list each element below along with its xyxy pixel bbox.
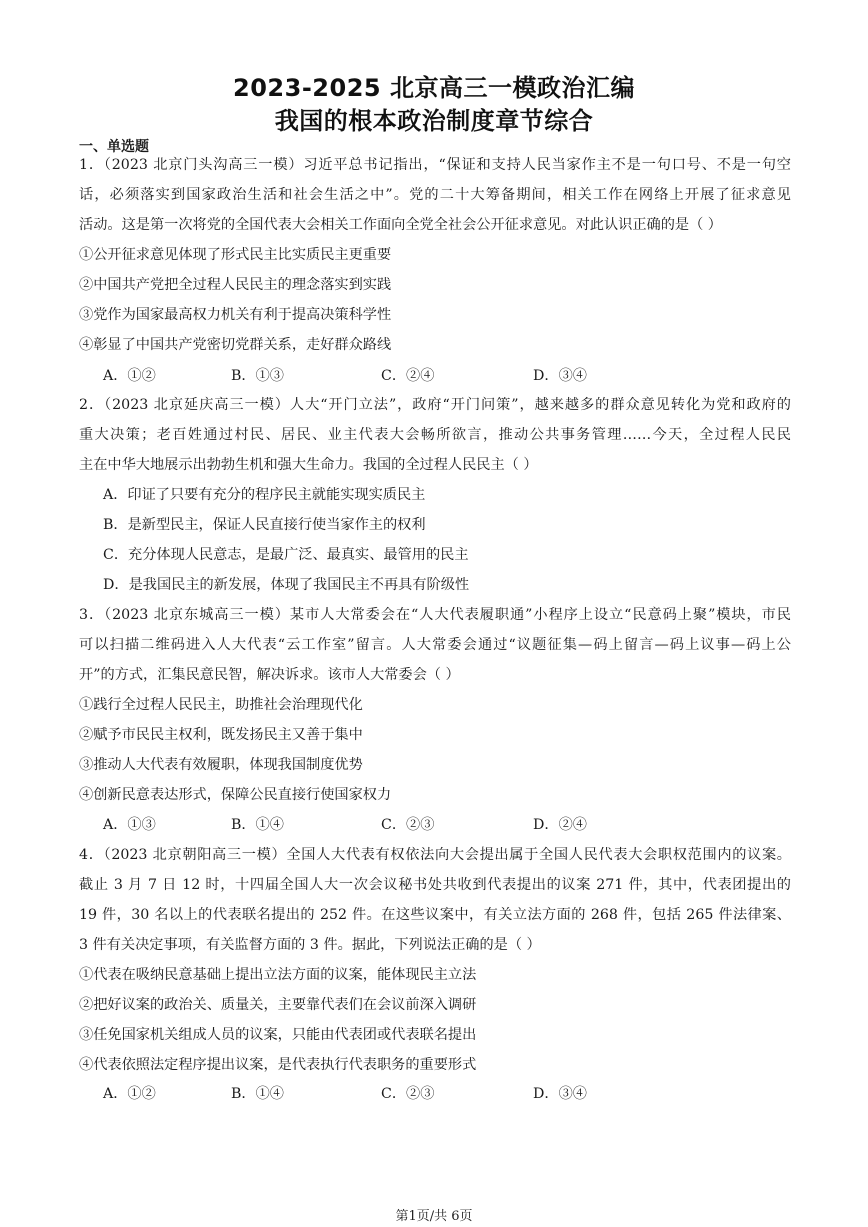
question-2-option-b: B．是新型民主，保证人民直接行使当家作主的权利 xyxy=(103,517,426,533)
question-1-text: 活动。这是第一次将党的全国代表大会相关工作面向全党全社会公开征求意见。对此认识正确的是（ ） xyxy=(79,217,722,233)
question-3-text: 开”的方式，汇集民意民智，解决诉求。该市人大常委会（ ） xyxy=(79,667,460,683)
question-4-text: 19 件，30 名以上的代表联名提出的 252 件。在这些议案中，有关立法方面的 268 件，包括 265 件法律案、 xyxy=(79,907,791,923)
question-4-option-c: C．②③ xyxy=(381,1086,435,1102)
question-3-item: ②赋予市民民主权利，既发扬民主又善于集中 xyxy=(79,727,363,743)
question-3-option-b: B．①④ xyxy=(231,817,284,833)
question-3-item: ③推动人大代表有效履职，体现我国制度优势 xyxy=(79,757,363,773)
question-1-option-b: B．①③ xyxy=(231,368,284,384)
question-2-option-c: C．充分体现人民意志，是最广泛、最真实、最管用的民主 xyxy=(103,547,469,563)
question-1-option-d: D．③④ xyxy=(533,368,587,384)
question-4-text: 3 件有关决定事项，有关监督方面的 3 件。据此，下列说法正确的是（ ） xyxy=(79,937,541,953)
document-subtitle: 我国的根本政治制度章节综合 xyxy=(274,107,594,135)
question-4-text: 4．（2023 北京朝阳高三一模）全国人大代表有权依法向大会提出属于全国人民代表大会职权范围内的议案。 xyxy=(79,847,791,863)
question-1-item: ③党作为国家最高权力机关有利于提高决策科学性 xyxy=(79,307,392,323)
question-3-option-c: C．②③ xyxy=(381,817,435,833)
question-3-text: 可以扫描二维码进入人大代表“云工作室”留言。人大常委会通过“议题征集—码上留言—码上议事—码上公 xyxy=(79,637,791,653)
section-heading: 一、单选题 xyxy=(79,139,149,155)
question-1-text: 话，必须落实到国家政治生活和社会生活之中”。党的二十大筹备期间，相关工作在网络上开展了征求意见 xyxy=(79,187,791,203)
question-1-item: ①公开征求意见体现了形式民主比实质民主更重要 xyxy=(79,247,392,263)
question-2-option-a: A．印证了只要有充分的程序民主就能实现实质民主 xyxy=(103,487,426,503)
question-3-option-d: D．②④ xyxy=(533,817,587,833)
question-3-item: ①践行全过程人民民主，助推社会治理现代化 xyxy=(79,697,363,713)
question-4-option-d: D．③④ xyxy=(533,1086,587,1102)
question-1-option-a: A．①② xyxy=(103,368,156,384)
question-1-option-c: C．②④ xyxy=(381,368,435,384)
question-4-item: ③任免国家机关组成人员的议案，只能由代表团或代表联名提出 xyxy=(79,1027,477,1043)
question-3-item: ④创新民意表达形式，保障公民直接行使国家权力 xyxy=(79,787,392,803)
question-2-option-d: D．是我国民主的新发展，体现了我国民主不再具有阶级性 xyxy=(103,577,470,593)
question-3-text: 3．（2023 北京东城高三一模）某市人大常委会在“人大代表履职通”小程序上设立“民意码上聚”模块，市民 xyxy=(79,607,791,623)
question-4-item: ④代表依照法定程序提出议案，是代表执行代表职务的重要形式 xyxy=(79,1057,477,1073)
question-3-option-a: A．①③ xyxy=(103,817,156,833)
question-2-text: 主在中华大地展示出勃勃生机和强大生命力。我国的全过程人民民主（ ） xyxy=(79,457,538,473)
question-2-text: 重大决策；老百姓通过村民、居民、业主代表大会畅所欲言，推动公共事务管理……今天，全过程人民民 xyxy=(79,427,791,443)
question-1-item: ④彰显了中国共产党密切党群关系，走好群众路线 xyxy=(79,337,392,353)
question-1-text: 1．（2023 北京门头沟高三一模）习近平总书记指出，“保证和支持人民当家作主不是一句口号、不是一句空 xyxy=(79,157,791,173)
question-4-option-b: B．①④ xyxy=(231,1086,284,1102)
document-title: 2023-2025 北京高三一模政治汇编 xyxy=(233,74,635,102)
question-1-item: ②中国共产党把全过程人民民主的理念落实到实践 xyxy=(79,277,392,293)
question-4-item: ②把好议案的政治关、质量关，主要靠代表们在会议前深入调研 xyxy=(79,997,477,1013)
question-2-text: 2．（2023 北京延庆高三一模）人大“开门立法”，政府“开门问策”，越来越多的群众意见转化为党和政府的 xyxy=(79,397,791,413)
question-4-option-a: A．①② xyxy=(103,1086,156,1102)
question-4-text: 截止 3 月 7 日 12 时，十四届全国人大一次会议秘书处共收到代表提出的议案 271 件，其中，代表团提出的 xyxy=(79,877,791,893)
question-4-item: ①代表在吸纳民意基础上提出立法方面的议案，能体现民主立法 xyxy=(79,967,477,983)
page-number: 第1页/共 6页 xyxy=(395,1209,473,1224)
